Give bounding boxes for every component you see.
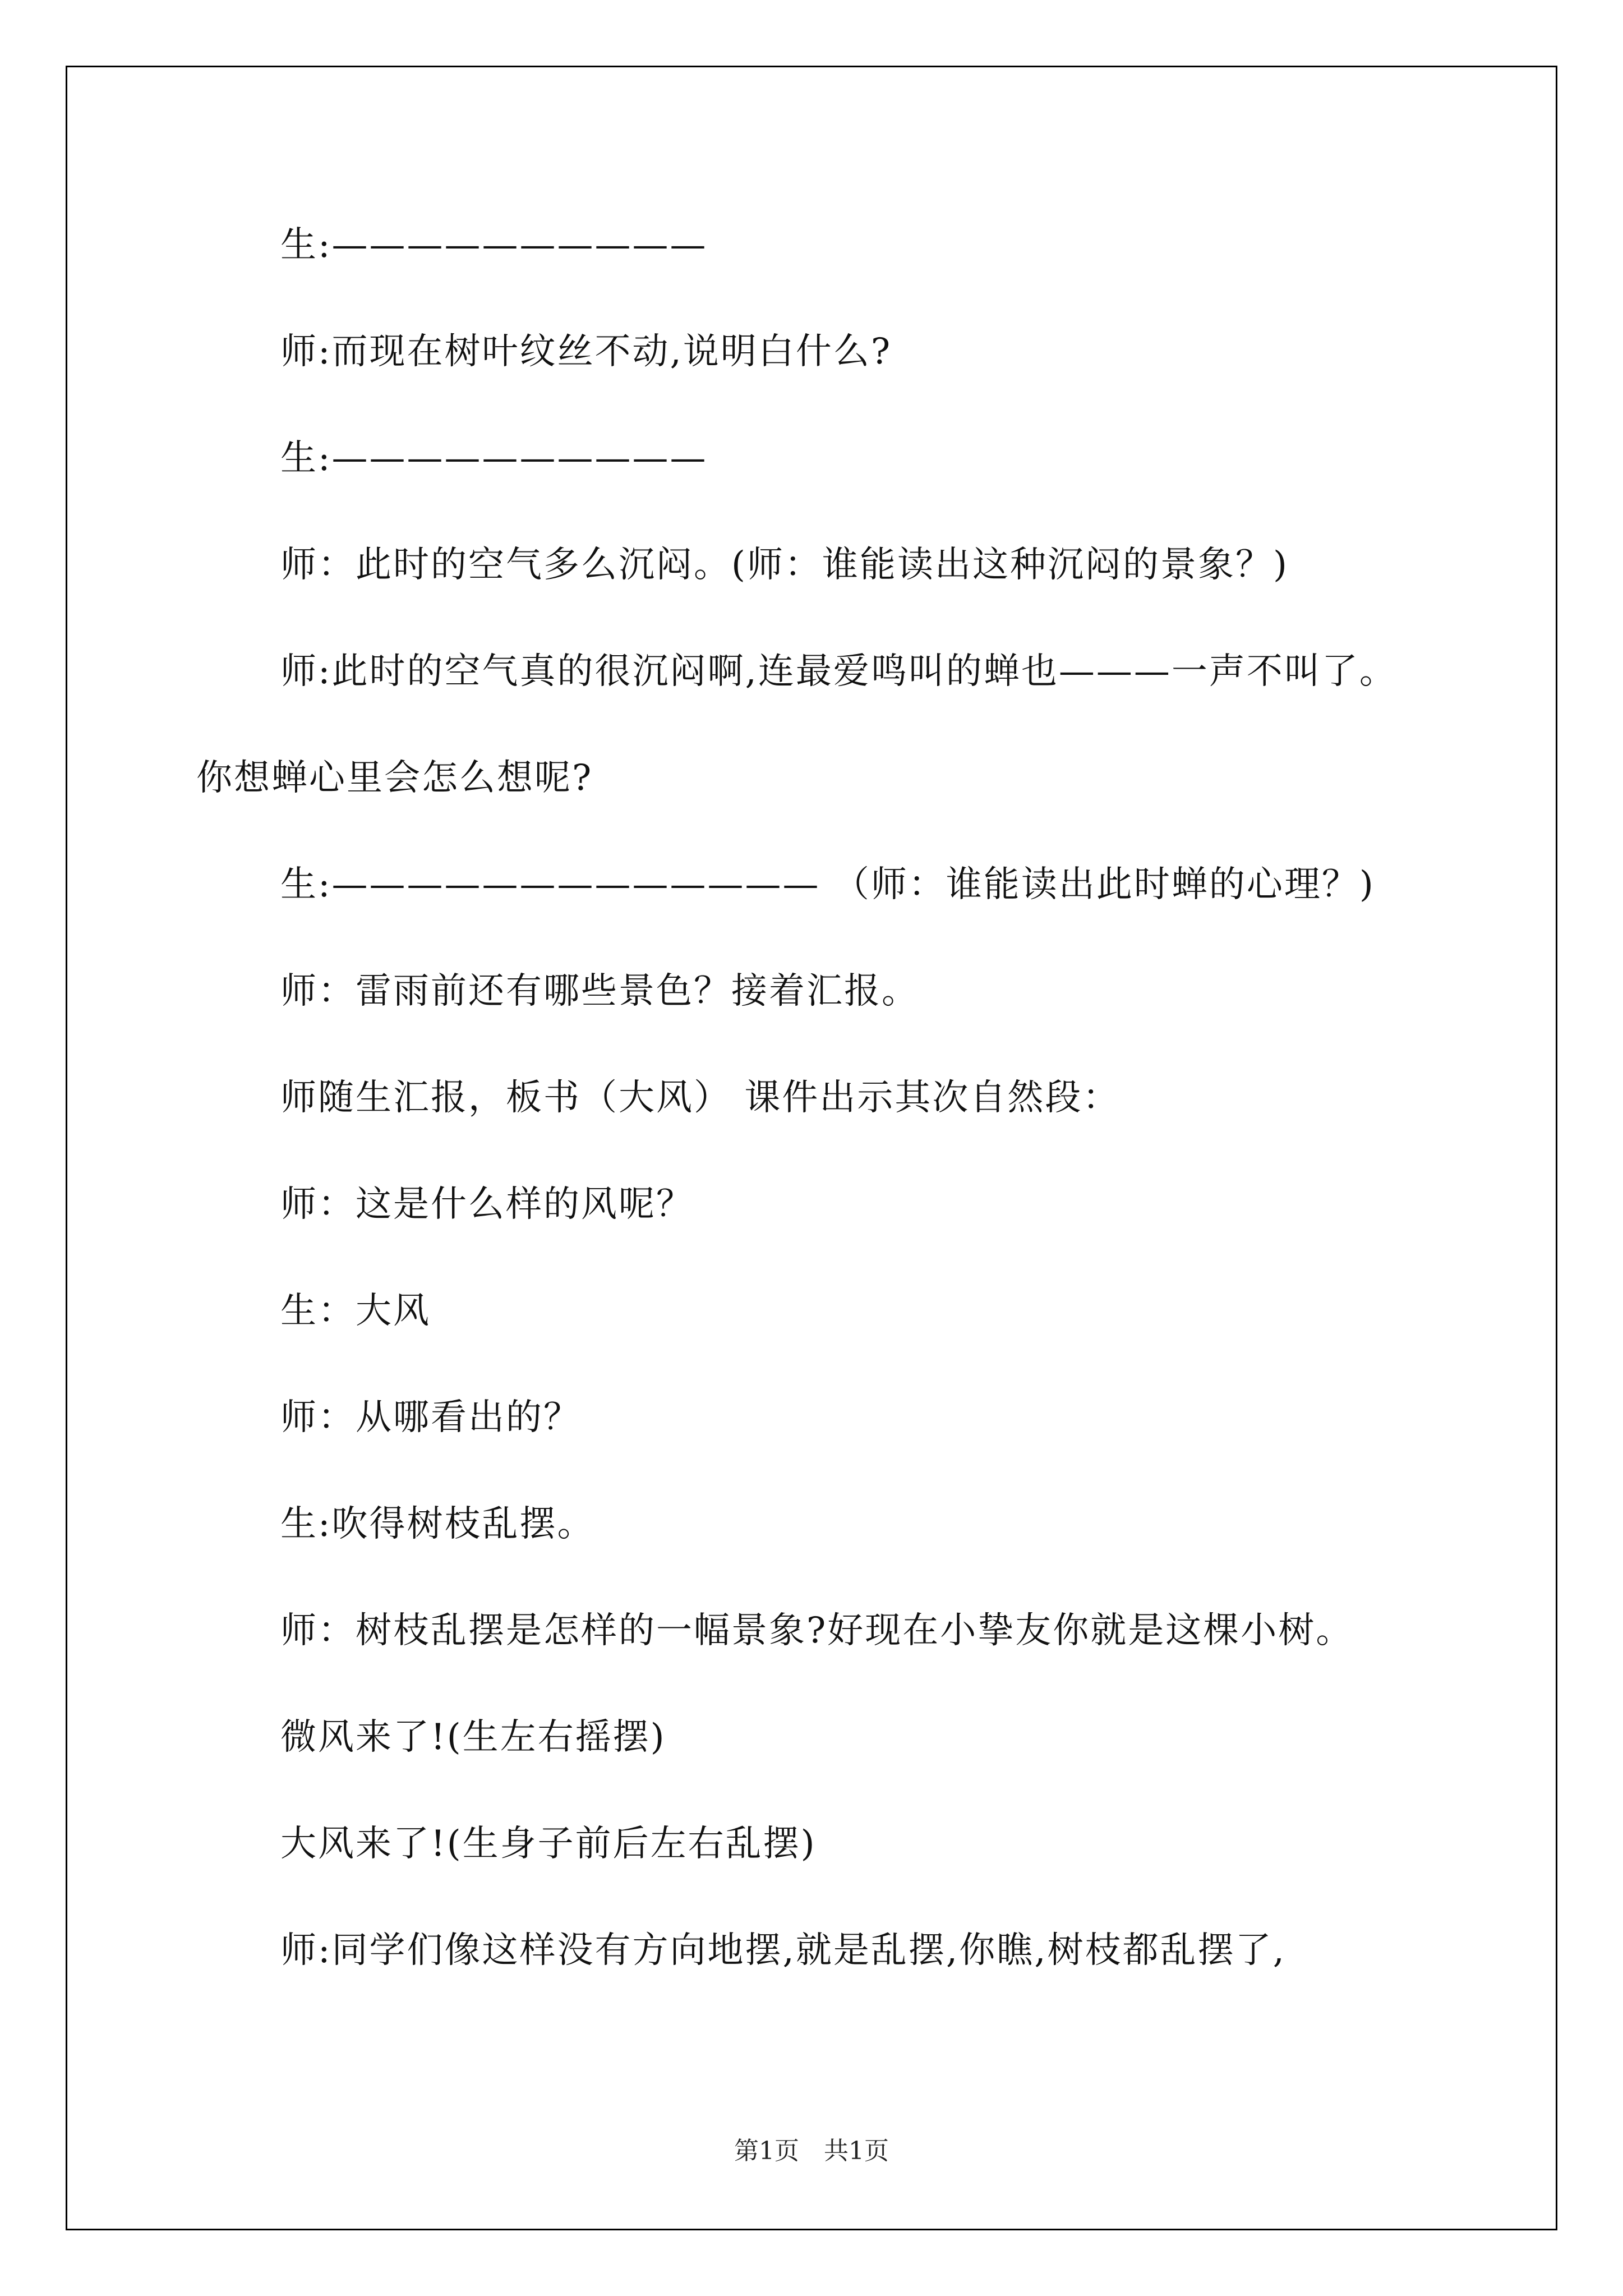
text-line: 生:—————————— — [280, 224, 708, 266]
text-line: 师:此时的空气真的很沉闷啊,连最爱鸣叫的蝉也———一声不叫了。 — [280, 651, 1397, 692]
text-line: 生:—————————— — [280, 438, 708, 479]
text-line: 师:而现在树叶纹丝不动,说明白什么? — [280, 331, 892, 372]
text-line: 师:同学们像这样没有方向地摆,就是乱摆,你瞧,树枝都乱摆了, — [280, 1930, 1286, 1971]
text-line: 生:吹得树枝乱摆。 — [280, 1503, 595, 1545]
text-line: 你想蝉心里会怎么想呢? — [196, 757, 593, 799]
page-number-footer: 第1页 共1页 — [734, 2137, 889, 2165]
page-border — [66, 66, 1557, 2230]
text-line: 师：此时的空气多么沉闷。(师：谁能读出这种沉闷的景象？) — [280, 544, 1289, 586]
text-line: 师：雷雨前还有哪些景色？接着汇报。 — [280, 970, 919, 1012]
text-line: 微风来了!(生左右摇摆) — [280, 1717, 666, 1758]
text-line: 师：这是什么样的风呢？ — [280, 1184, 694, 1225]
text-line: 师：树枝乱摆是怎样的一幅景象?好现在小挚友你就是这棵小树。 — [280, 1610, 1354, 1651]
text-line: 大风来了!(生身子前后左右乱摆) — [280, 1823, 817, 1865]
text-line: 生:————————————— （师：谁能读出此时蝉的心理？) — [280, 864, 1375, 905]
text-line: 师：从哪看出的？ — [280, 1397, 581, 1438]
text-line: 师随生汇报，板书（大风） 课件出示其次自然段： — [280, 1077, 1121, 1119]
text-line: 生：大风 — [280, 1290, 431, 1332]
